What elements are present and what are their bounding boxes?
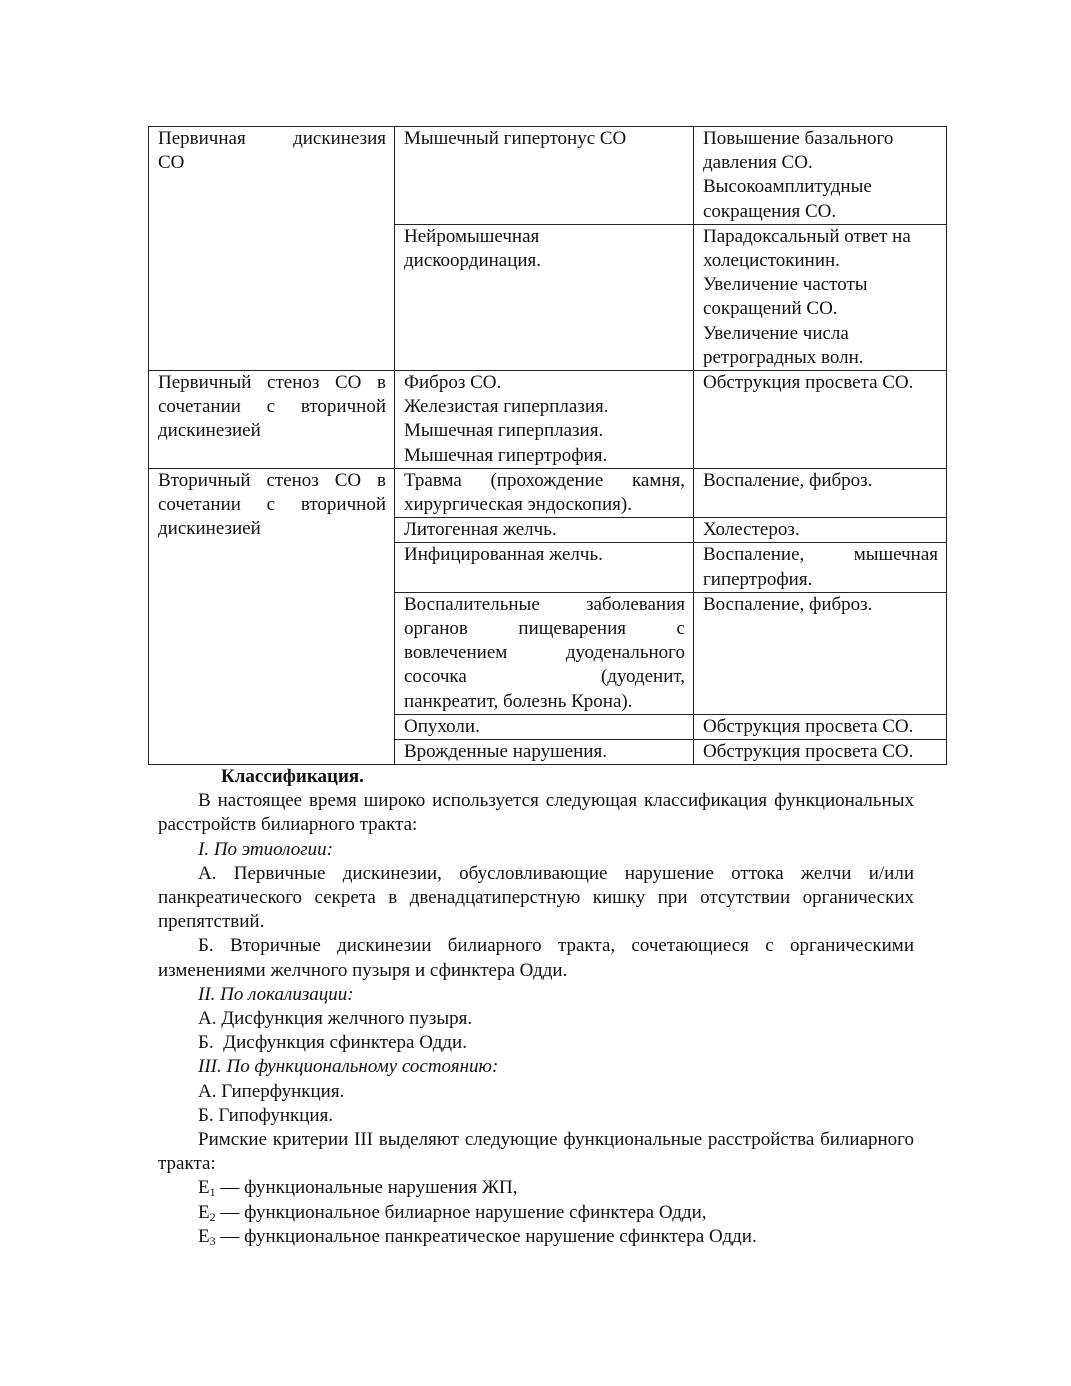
table-cell [694, 740, 947, 765]
cell-line: Обструкция просвета СО. [703, 372, 914, 394]
cell-line: Мышечная гиперплазия. [404, 420, 604, 442]
table-cell [395, 740, 694, 765]
table-cell [694, 518, 947, 543]
section-heading: Классификация. [221, 766, 364, 787]
paragraph: Б. Вторичные дискинезии билиарного тракта, сочетающиеся с органическими изменениями желчного пузыря и сфинктера Одди. [158, 935, 914, 981]
subheading: I. По этиологии: [198, 838, 333, 860]
cell-line: ретроградных волн. [703, 346, 864, 368]
cell-line: Воспалительные заболевания [404, 593, 685, 615]
cell-line: вовлечением дуоденального [404, 642, 685, 664]
cell-line: Обструкция просвета СО. [703, 715, 914, 737]
cell-line: Первичный стеноз СО в [158, 372, 386, 394]
cell-line: Холестероз. [703, 519, 800, 541]
criterion-letter: E [198, 1225, 210, 1247]
criterion-index: 1 [209, 1185, 216, 1200]
cell-line: давления СО. [703, 152, 813, 174]
list-item: А. Дисфункция желчного пузыря. [198, 1008, 473, 1030]
table-row [149, 127, 947, 225]
cell-line: Инфицированная желчь. [404, 544, 603, 566]
cell-line: панкреатит, болезнь Крона). [404, 690, 633, 712]
classification-table [148, 126, 947, 765]
table-cell [149, 127, 395, 371]
cell-line: Высокоамплитудные [703, 176, 872, 198]
body-text [158, 765, 914, 1249]
cell-line: Увеличение числа [703, 322, 849, 344]
cell-line: дискоординация. [404, 250, 542, 272]
table-cell [395, 127, 694, 225]
cell-line: Травма (прохождение камня, [404, 469, 685, 491]
cell-line: Обструкция просвета СО. [703, 741, 914, 763]
table-cell [694, 371, 947, 469]
criterion-letter: E [198, 1201, 210, 1223]
cell-line: Вторичный стеноз СО в [158, 469, 386, 491]
cell-line: Воспаление, фиброз. [703, 593, 873, 615]
cell-line: дискинезией [158, 518, 261, 540]
cell-line: Нейромышечная [404, 225, 540, 247]
table-cell [149, 371, 395, 469]
cell-line: холецистокинин. [703, 250, 840, 272]
criterion-index: 3 [209, 1233, 216, 1248]
cell-line: Железистая гиперплазия. [404, 396, 609, 418]
cell-line: органов пищеварения с [404, 618, 685, 640]
criterion-index: 2 [209, 1209, 216, 1224]
subheading: III. По функциональному состоянию: [198, 1056, 499, 1078]
table-cell [395, 468, 694, 517]
cell-line: Воспаление, мышечная [703, 544, 938, 566]
list-item [158, 1201, 914, 1225]
cell-line: сочетании с вторичной [158, 494, 386, 516]
table-cell [694, 127, 947, 225]
cell-line: Опухоли. [404, 715, 480, 737]
subheading: II. По локализации: [198, 983, 354, 1005]
table-cell [149, 468, 395, 764]
table-cell [694, 224, 947, 370]
paragraph: В настоящее время широко используется следующая классификация функциональных расстройств билиарного тракта: [158, 790, 914, 836]
table-cell [694, 592, 947, 714]
cell-line: сокращения СО. [703, 200, 837, 222]
list-item [158, 1176, 914, 1200]
table-cell [395, 371, 694, 469]
criterion-text: — функциональные нарушения ЖП, [215, 1177, 518, 1199]
cell-line: сосочка (дуоденит, [404, 666, 685, 688]
table-cell [395, 714, 694, 739]
cell-line: Фиброз СО. [404, 372, 502, 394]
table-row [149, 468, 947, 517]
cell-line: дискинезией [158, 420, 261, 442]
cell-line: Литогенная желчь. [404, 519, 557, 541]
list-item: Б. Гипофункция. [198, 1104, 334, 1126]
list-item [158, 1225, 914, 1249]
cell-line: Первичная дискинезия [158, 128, 386, 149]
table-row [149, 371, 947, 469]
table-cell [395, 518, 694, 543]
cell-line: Мышечный гипертонус СО [404, 128, 627, 149]
cell-line: гипертрофия. [703, 568, 813, 590]
criterion-letter: E [198, 1177, 210, 1199]
table-cell [395, 592, 694, 714]
cell-line: СО [158, 152, 185, 174]
cell-line: сочетании с вторичной [158, 396, 386, 418]
criterion-text: — функциональное билиарное нарушение сфинктера Одди, [215, 1201, 707, 1223]
cell-line: Воспаление, фиброз. [703, 469, 873, 491]
table-cell [395, 543, 694, 592]
cell-line: Мышечная гипертрофия. [404, 444, 608, 466]
list-item: А. Гиперфункция. [198, 1080, 345, 1102]
cell-line: хирургическая эндоскопия). [404, 494, 632, 516]
cell-line: Увеличение частоты [703, 274, 868, 296]
table-cell [395, 224, 694, 370]
table-cell [694, 468, 947, 517]
cell-line: сокращений СО. [703, 298, 838, 320]
table-cell [694, 543, 947, 592]
paragraph: А. Первичные дискинезии, обусловливающие нарушение оттока желчи и/или панкреатического секрета в двенадцатиперстную кишку при отсутствии органических препятствий. [158, 862, 914, 933]
table-cell [694, 714, 947, 739]
cell-line: Врожденные нарушения. [404, 741, 607, 763]
paragraph: Римские критерии III выделяют следующие функциональные расстройства билиарного тракта: [158, 1129, 914, 1175]
cell-line: Повышение базального [703, 128, 894, 149]
list-item: Б. Дисфункция сфинктера Одди. [198, 1032, 467, 1054]
cell-line: Парадоксальный ответ на [703, 225, 911, 247]
criterion-text: — функциональное панкреатическое нарушение сфинктера Одди. [215, 1225, 757, 1247]
